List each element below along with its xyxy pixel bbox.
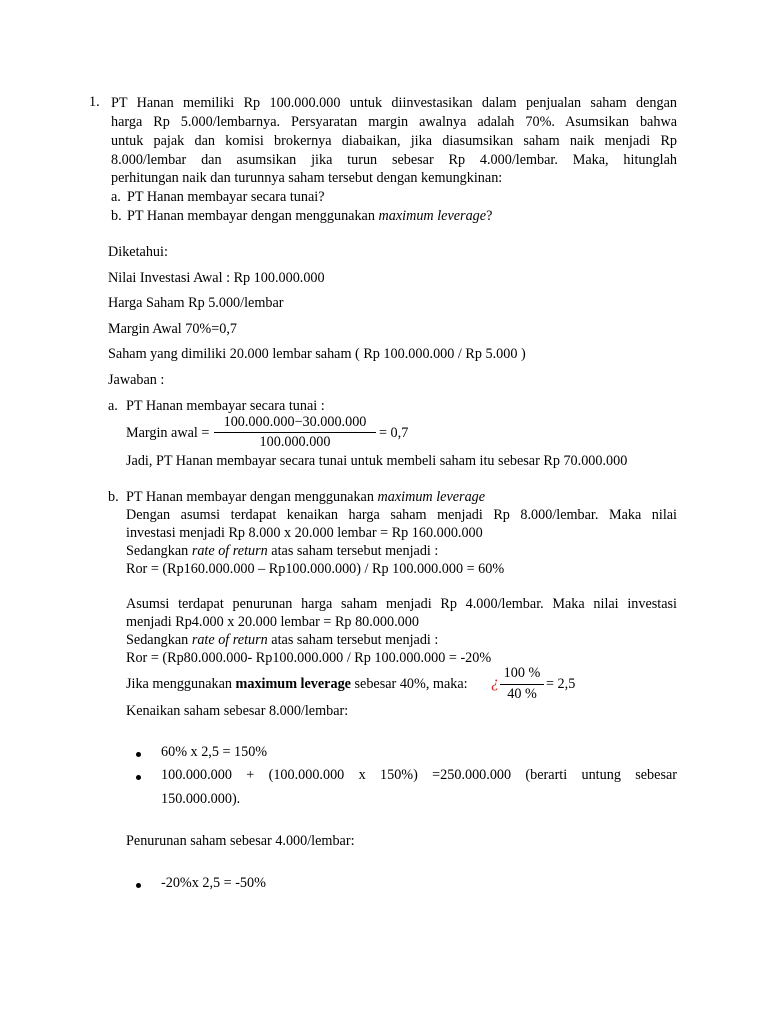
increase-assumption-line-2: investasi menjadi Rp 8.000 x 20.000 lembar = Rp 160.000.000 — [126, 525, 483, 541]
fraction-bar — [214, 432, 376, 433]
margin-result: = 0,7 — [379, 425, 409, 441]
list-item: 60% x 2,5 = 150% — [161, 744, 268, 760]
answer-a-conclusion: Jadi, PT Hanan membayar secara tunai untuk membeli saham itu sebesar Rp 70.000.000 — [126, 453, 628, 469]
known-heading: Diketahui: — [108, 244, 168, 260]
known-item: Margin Awal 70%=0,7 — [108, 321, 237, 337]
bullet-icon — [136, 775, 141, 780]
known-item: Harga Saham Rp 5.000/lembar — [108, 295, 284, 311]
question-line-1: PT Hanan memiliki Rp 100.000.000 untuk diinvestasikan dalam penjualan saham dengan — [111, 95, 677, 111]
answer-heading: Jawaban : — [108, 372, 165, 388]
decrease-heading: Penurunan saham sebesar 4.000/lembar: — [126, 833, 355, 849]
ror-intro-2: Sedangkan rate of return atas saham tersebut menjadi : — [126, 632, 439, 648]
ror-increase: Ror = (Rp160.000.000 – Rp100.000.000) / Rp 100.000.000 = 60% — [126, 561, 505, 577]
leverage-result: = 2,5 — [546, 676, 576, 692]
question-number: 1. — [89, 94, 100, 110]
leverage-symbol: ¿ — [491, 674, 499, 691]
margin-numerator: 100.000.000−30.000.000 — [223, 414, 367, 430]
leverage-denominator: 40 % — [507, 686, 537, 702]
known-item: Saham yang dimiliki 20.000 lembar saham ( Rp 100.000.000 / Rp 5.000 ) — [108, 346, 526, 362]
question-b-label: b. — [111, 208, 122, 224]
leverage-line: Jika menggunakan maximum leverage sebesar 40%, maka: — [126, 676, 468, 692]
list-item: -20%x 2,5 = -50% — [161, 875, 266, 891]
bullet-icon — [136, 752, 141, 757]
question-b-text: PT Hanan membayar dengan menggunakan maximum leverage? — [127, 208, 493, 224]
margin-denominator: 100.000.000 — [259, 434, 331, 450]
known-item: Nilai Investasi Awal : Rp 100.000.000 — [108, 270, 325, 286]
increase-assumption-line-1: Dengan asumsi terdapat kenaikan harga saham menjadi Rp 8.000/lembar. Maka nilai — [126, 507, 677, 523]
answer-a-title: PT Hanan membayar secara tunai : — [126, 398, 325, 414]
list-item: 100.000.000 + (100.000.000 x 150%) =250.000.000 (berarti untung sebesar — [161, 767, 677, 783]
increase-heading: Kenaikan saham sebesar 8.000/lembar: — [126, 703, 349, 719]
ror-decrease: Ror = (Rp80.000.000- Rp100.000.000 / Rp 100.000.000 = -20% — [126, 650, 492, 666]
question-a-text: PT Hanan membayar secara tunai? — [127, 189, 325, 205]
leverage-numerator: 100 % — [503, 665, 541, 681]
fraction-bar — [500, 684, 544, 685]
question-line-4: 8.000/lembar dan asumsikan jika turun sebesar Rp 4.000/lembar. Maka, hitunglah — [111, 152, 677, 168]
margin-label: Margin awal = — [126, 425, 210, 441]
ror-intro: Sedangkan rate of return atas saham tersebut menjadi : — [126, 543, 439, 559]
bullet-icon — [136, 883, 141, 888]
question-a-label: a. — [111, 189, 121, 205]
question-line-3: untuk pajak dan komisi brokernya diabaikan, jika diasumsikan saham naik menjadi Rp — [111, 133, 677, 149]
answer-b-label: b. — [108, 489, 119, 505]
decrease-assumption-line-1: Asumsi terdapat penurunan harga saham menjadi Rp 4.000/lembar. Maka nilai investasi — [126, 596, 677, 612]
answer-b-title: PT Hanan membayar dengan menggunakan maximum leverage — [126, 489, 486, 505]
question-line-5: perhitungan naik dan turunnya saham tersebut dengan kemungkinan: — [111, 170, 503, 186]
list-item-continued: 150.000.000). — [161, 791, 241, 807]
decrease-assumption-line-2: menjadi Rp4.000 x 20.000 lembar = Rp 80.000.000 — [126, 614, 419, 630]
question-line-2: harga Rp 5.000/lembarnya. Persyaratan margin awalnya adalah 70%. Asumsikan bahwa — [111, 114, 677, 130]
answer-a-label: a. — [108, 398, 118, 414]
